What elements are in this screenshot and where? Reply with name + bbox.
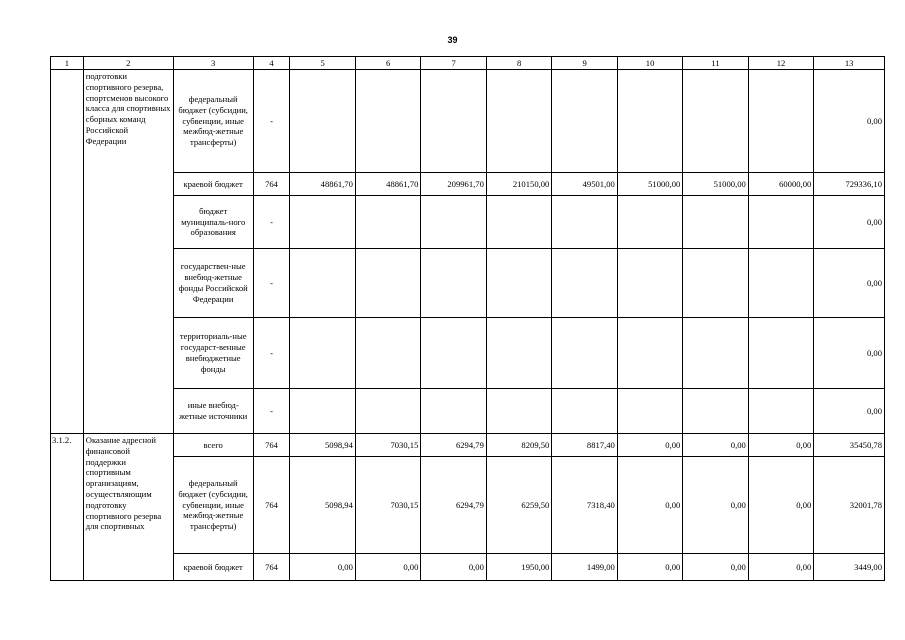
amount-9: 7318,40	[552, 457, 617, 554]
amount-11: 0,00	[683, 434, 748, 457]
budget-row-continued	[51, 173, 885, 196]
funding-source: федеральный бюджет (субсидии, субвенции, иные межбюд-жетные трансферты)	[173, 457, 253, 554]
amount-12: 0,00	[748, 554, 813, 581]
amount-12	[748, 196, 813, 249]
amount-7	[421, 318, 486, 389]
column-number-row	[51, 57, 885, 70]
amount-5: 5098,94	[290, 434, 355, 457]
column-number: 13	[814, 57, 885, 70]
amount-7: 6294,79	[421, 457, 486, 554]
amount-total: 0,00	[814, 249, 885, 318]
amount-5	[290, 318, 355, 389]
budget-row-continued	[51, 318, 885, 389]
amount-5	[290, 389, 355, 434]
amount-6: 48861,70	[355, 173, 420, 196]
amount-10	[617, 389, 682, 434]
amount-9	[552, 70, 617, 173]
amount-12: 0,00	[748, 457, 813, 554]
amount-10	[617, 249, 682, 318]
amount-12: 0,00	[748, 434, 813, 457]
amount-total: 32001,78	[814, 457, 885, 554]
amount-total: 3449,00	[814, 554, 885, 581]
amount-11: 0,00	[683, 554, 748, 581]
amount-7	[421, 70, 486, 173]
funding-source: краевой бюджет	[173, 173, 253, 196]
column-number: 12	[748, 57, 813, 70]
amount-7	[421, 196, 486, 249]
budget-code: -	[253, 70, 290, 173]
amount-6: 7030,15	[355, 457, 420, 554]
amount-9	[552, 389, 617, 434]
budget-code: 764	[253, 457, 290, 554]
amount-10: 0,00	[617, 434, 682, 457]
column-number: 2	[83, 57, 173, 70]
funding-source: всего	[173, 434, 253, 457]
amount-12: 60000,00	[748, 173, 813, 196]
amount-10: 51000,00	[617, 173, 682, 196]
amount-10: 0,00	[617, 554, 682, 581]
amount-10	[617, 196, 682, 249]
amount-6	[355, 389, 420, 434]
column-number: 11	[683, 57, 748, 70]
amount-12	[748, 318, 813, 389]
budget-row-continued	[51, 70, 885, 173]
funding-source: федеральный бюджет (субсидии, субвенции, иные межбюд-жетные трансферты)	[173, 70, 253, 173]
item-index: 3.1.2.	[51, 434, 84, 581]
amount-8: 1950,00	[486, 554, 551, 581]
amount-8: 210150,00	[486, 173, 551, 196]
amount-10: 0,00	[617, 457, 682, 554]
amount-5: 48861,70	[290, 173, 355, 196]
amount-5	[290, 196, 355, 249]
amount-5: 5098,94	[290, 457, 355, 554]
amount-total: 0,00	[814, 318, 885, 389]
item-index	[51, 70, 84, 434]
budget-row-continued	[51, 196, 885, 249]
amount-11	[683, 70, 748, 173]
budget-row-3-1-2	[51, 554, 885, 581]
budget-table	[50, 56, 885, 581]
column-number: 5	[290, 57, 355, 70]
amount-6	[355, 196, 420, 249]
amount-9	[552, 196, 617, 249]
amount-12	[748, 249, 813, 318]
column-number: 10	[617, 57, 682, 70]
amount-6: 0,00	[355, 554, 420, 581]
amount-total: 0,00	[814, 196, 885, 249]
amount-8: 8209,50	[486, 434, 551, 457]
item-name: подготовки спортивного резерва, спортсменов высокого класса для спортивных сборных команд Российской Федерации	[83, 70, 173, 434]
budget-code: 764	[253, 173, 290, 196]
budget-row-continued	[51, 249, 885, 318]
amount-8	[486, 389, 551, 434]
amount-11: 0,00	[683, 457, 748, 554]
column-number: 1	[51, 57, 84, 70]
column-number: 8	[486, 57, 551, 70]
page-number: 39	[447, 35, 458, 45]
amount-10	[617, 70, 682, 173]
amount-8	[486, 318, 551, 389]
budget-row-3-1-2	[51, 457, 885, 554]
funding-source: краевой бюджет	[173, 554, 253, 581]
amount-7: 6294,79	[421, 434, 486, 457]
amount-11	[683, 318, 748, 389]
amount-6	[355, 318, 420, 389]
amount-9	[552, 249, 617, 318]
amount-total: 0,00	[814, 70, 885, 173]
amount-10	[617, 318, 682, 389]
budget-code: 764	[253, 434, 290, 457]
amount-6	[355, 249, 420, 318]
amount-9: 49501,00	[552, 173, 617, 196]
amount-11: 51000,00	[683, 173, 748, 196]
amount-8	[486, 249, 551, 318]
funding-source: иные внебюд-жетные источники	[173, 389, 253, 434]
column-number: 7	[421, 57, 486, 70]
column-number: 3	[173, 57, 253, 70]
budget-code: -	[253, 196, 290, 249]
budget-code: -	[253, 318, 290, 389]
amount-8	[486, 196, 551, 249]
item-name: Оказание адресной финансовой поддержки спортивным организациям, осуществляющим подготовку спортивного резерва для спортивных	[83, 434, 173, 581]
amount-7: 0,00	[421, 554, 486, 581]
budget-row-continued	[51, 389, 885, 434]
amount-7	[421, 389, 486, 434]
amount-6: 7030,15	[355, 434, 420, 457]
column-number: 4	[253, 57, 290, 70]
amount-9	[552, 318, 617, 389]
amount-5: 0,00	[290, 554, 355, 581]
amount-12	[748, 70, 813, 173]
column-number: 9	[552, 57, 617, 70]
budget-code: -	[253, 249, 290, 318]
amount-7: 209961,70	[421, 173, 486, 196]
funding-source: территориаль-ные государст-венные внебюджетные фонды	[173, 318, 253, 389]
amount-total: 0,00	[814, 389, 885, 434]
amount-5	[290, 249, 355, 318]
funding-source: государствен-ные внебюд-жетные фонды Российской Федерации	[173, 249, 253, 318]
amount-11	[683, 249, 748, 318]
amount-6	[355, 70, 420, 173]
amount-total: 729336,10	[814, 173, 885, 196]
budget-row-3-1-2	[51, 434, 885, 457]
budget-code: -	[253, 389, 290, 434]
amount-5	[290, 70, 355, 173]
amount-11	[683, 196, 748, 249]
funding-source: бюджет муниципаль-ного образования	[173, 196, 253, 249]
amount-total: 35450,78	[814, 434, 885, 457]
amount-7	[421, 249, 486, 318]
amount-8: 6259,50	[486, 457, 551, 554]
column-number: 6	[355, 57, 420, 70]
amount-11	[683, 389, 748, 434]
amount-9: 1499,00	[552, 554, 617, 581]
amount-8	[486, 70, 551, 173]
amount-9: 8817,40	[552, 434, 617, 457]
budget-code: 764	[253, 554, 290, 581]
amount-12	[748, 389, 813, 434]
